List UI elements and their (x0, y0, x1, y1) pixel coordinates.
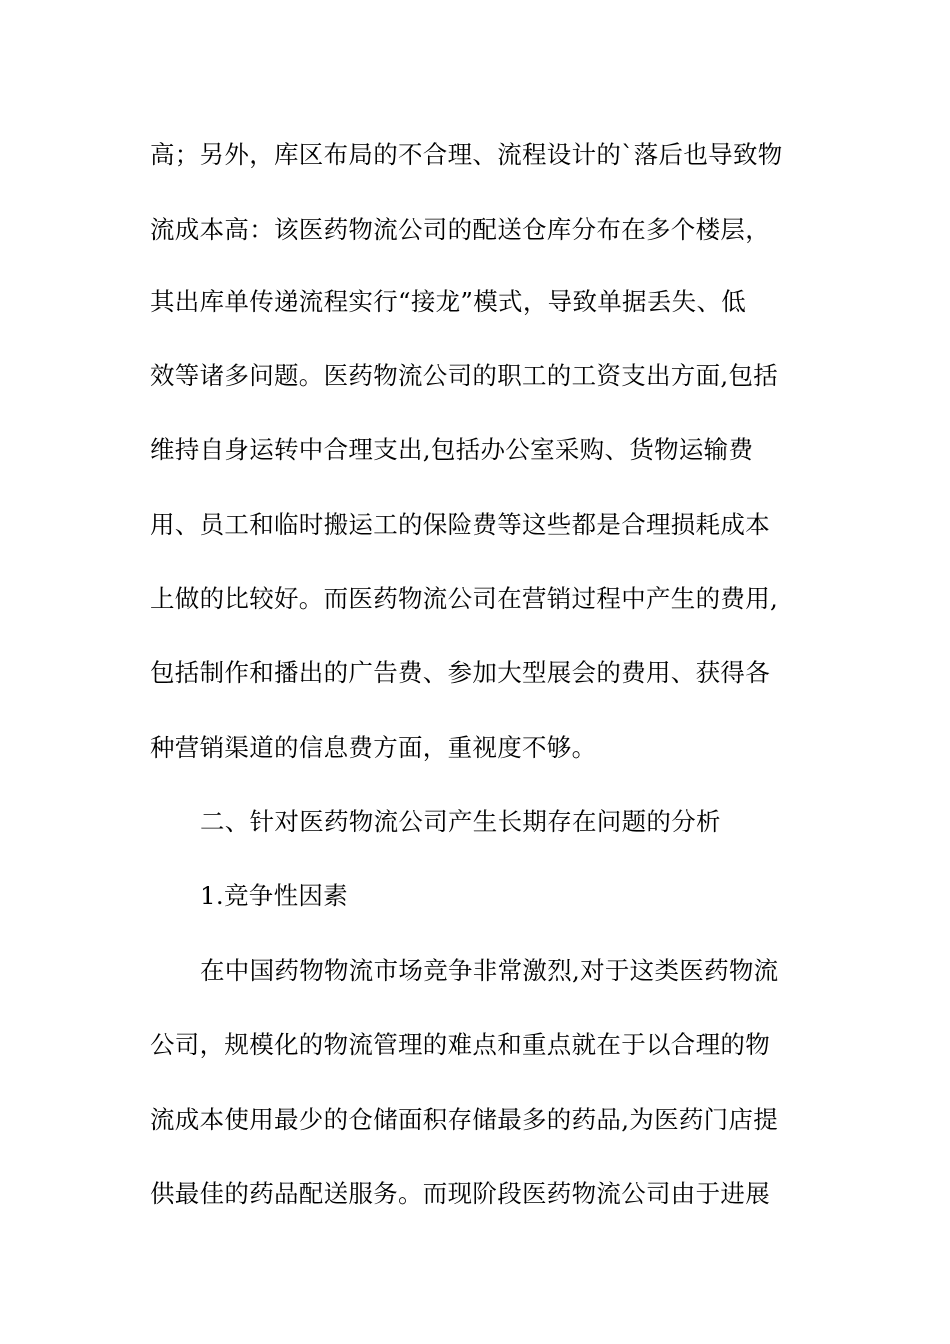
paragraph-line: 在中国药物物流市场竞争非常激烈,对于这类医药物流 (200, 956, 779, 985)
paragraph-line: 高；另外，库区布局的不合理、流程设计的`落后也导致物 (150, 140, 783, 169)
paragraph-line: 其出库单传递流程实行“接龙”模式，导致单据丢失、低 (150, 287, 747, 316)
paragraph-line: 流成本使用最少的仓储面积存储最多的药品,为医药门店提 (150, 1105, 779, 1134)
paragraph-line: 用、员工和临时搬运工的保险费等这些都是合理损耗成本 (150, 510, 770, 539)
paragraph-line: 上做的比较好。而医药物流公司在营销过程中产生的费用, (150, 584, 779, 613)
section-heading: 二、针对医药物流公司产生长期存在问题的分析 (200, 807, 721, 836)
paragraph-line: 供最佳的药品配送服务。而现阶段医药物流公司由于进展 (150, 1179, 770, 1208)
paragraph-line: 公司，规模化的物流管理的难点和重点就在于以合理的物 (150, 1030, 770, 1059)
paragraph-line: 维持自身运转中合理支出,包括办公室采购、货物运输费 (150, 435, 754, 464)
paragraph-line: 流成本高：该医药物流公司的配送仓库分布在多个楼层， (150, 215, 770, 244)
paragraph-line: 效等诸多问题。医药物流公司的职工的工资支出方面,包括 (150, 361, 779, 390)
subsection-heading: 1.竞争性因素 (200, 881, 348, 910)
paragraph-line: 种营销渠道的信息费方面，重视度不够。 (150, 733, 597, 762)
paragraph-line: 包括制作和播出的广告费、参加大型展会的费用、获得各 (150, 658, 770, 687)
